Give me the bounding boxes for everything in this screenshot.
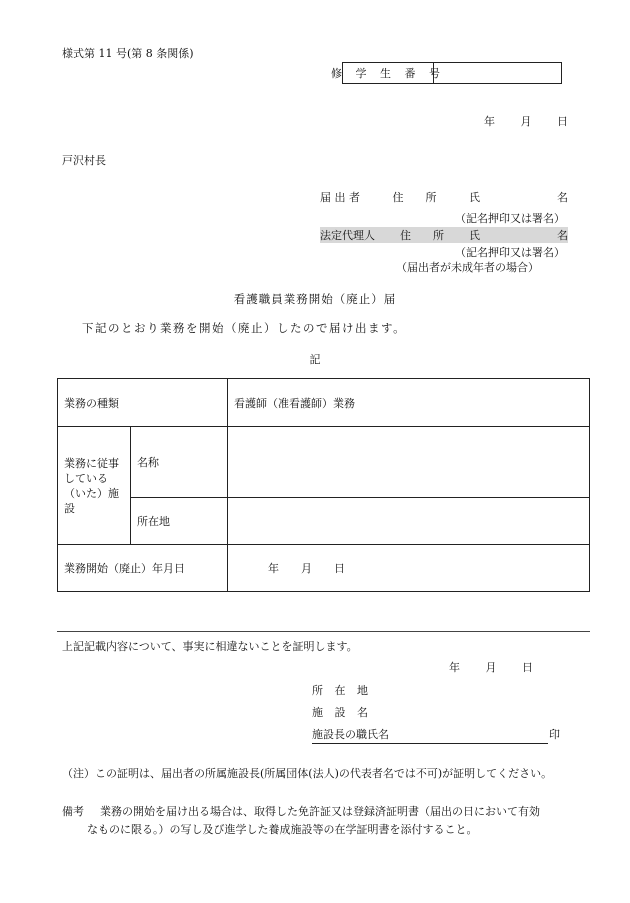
agent-name-label: 氏 名 [469, 229, 568, 242]
certifier-facility-label: 施 設 名 [312, 706, 372, 719]
month-label: 月 [485, 661, 497, 674]
student-number-label: 修 学 生 番 号 [343, 63, 434, 83]
day-label: 日 [522, 661, 533, 674]
month-label: 月 [520, 115, 532, 128]
certifier-location-label: 所 在 地 [312, 684, 372, 697]
separator [57, 631, 590, 632]
table-row [58, 379, 590, 427]
facility-name-field[interactable] [228, 427, 590, 498]
start-date-field[interactable]: 年 月 日 [228, 545, 590, 592]
intro-text: 下記のとおり業務を開始（廃止）したので届け出ます。 [82, 321, 407, 335]
main-table [57, 378, 590, 592]
form-number-label: 様式第 11 号(第 8 条関係) [62, 47, 194, 60]
year-label: 年 [484, 115, 495, 128]
student-number-box [331, 62, 562, 84]
remarks-line-1: 業務の開始を届け出る場合は、取得した免許証又は登録済証明書（届出の日において有効 [100, 805, 540, 818]
work-type-label: 業務の種類 [58, 379, 228, 427]
ki-heading: 記 [309, 353, 321, 366]
certification-text: 上記記載内容について、事実に相違ないことを証明します。 [62, 640, 358, 653]
document-title: 看護職員業務開始（廃止）届 [233, 292, 397, 306]
footnote: （注）この証明は、届出者の所属施設長(所属団体(法人)の代表者名では不可)が証明してください。 [62, 767, 553, 780]
submission-date [484, 113, 568, 129]
facility-location-label: 所在地 [131, 498, 228, 545]
work-type-value: 看護師（准看護師）業務 [228, 379, 590, 427]
facility-name-label: 名称 [131, 427, 228, 498]
agent-address-label: 住 所 [400, 229, 444, 242]
agent-condition-note: （届出者が未成年者の場合） [396, 261, 539, 274]
reporter-row [320, 189, 568, 205]
remarks-line-2: なものに限る。）の写し及び進学した養成施設等の在学証明書を添付すること。 [87, 823, 478, 836]
agent-row [320, 227, 568, 243]
reporter-label: 届 出 者 [320, 191, 360, 204]
table-row [58, 427, 590, 498]
facility-label: 業務に従事している（いた）施設 [58, 427, 131, 545]
agent-label: 法定代理人 [320, 229, 375, 242]
start-date-label: 業務開始（廃止）年月日 [58, 545, 228, 592]
table-row [58, 498, 590, 545]
student-number-field[interactable] [434, 63, 561, 83]
addressee: 戸沢村長 [62, 154, 106, 167]
remarks-heading: 備考 [62, 805, 84, 818]
reporter-name-label: 氏 名 [469, 191, 568, 204]
table-row [58, 545, 590, 592]
reporter-address-label: 住 所 [392, 191, 437, 204]
reporter-seal-note: （記名押印又は署名） [455, 212, 565, 225]
certifier-head-label: 施設長の職氏名 [312, 726, 548, 744]
facility-location-field[interactable] [228, 498, 590, 545]
agent-seal-note: （記名押印又は署名） [455, 246, 565, 259]
certification-date [449, 659, 533, 675]
seal-mark: 印 [549, 728, 560, 741]
day-label: 日 [557, 115, 568, 128]
year-label: 年 [449, 661, 460, 674]
